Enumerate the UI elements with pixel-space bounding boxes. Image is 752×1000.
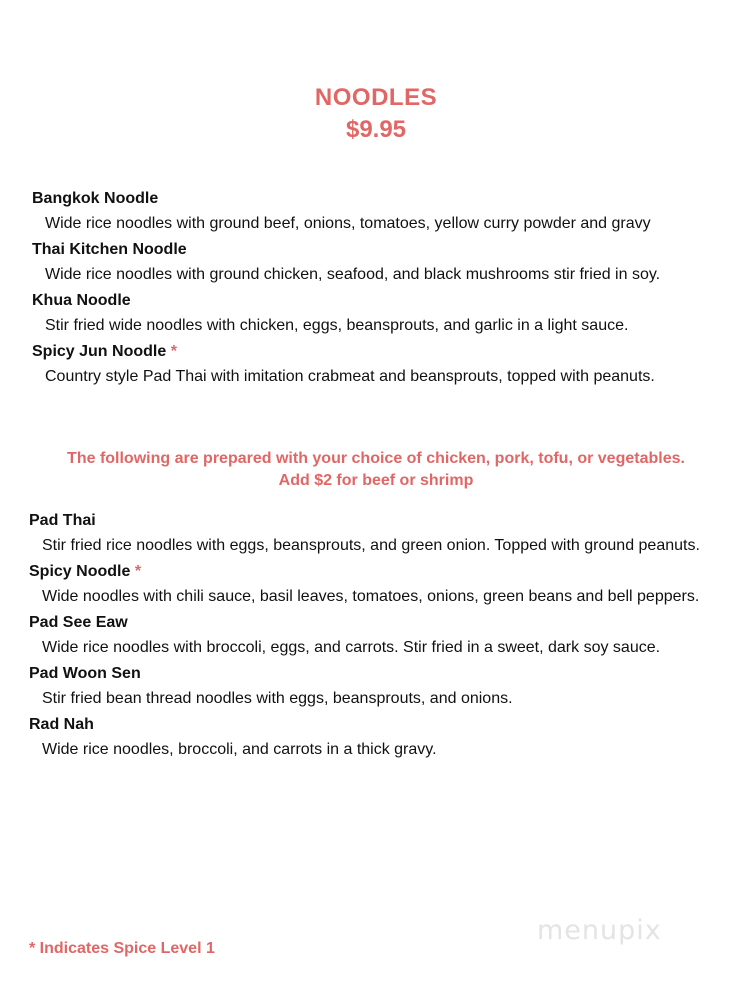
menu-item-name: Pad Thai — [29, 512, 96, 529]
spice-legend: * Indicates Spice Level 1 — [29, 940, 215, 957]
menu-item-description: Stir fried wide noodles with chicken, eggs, beansprouts, and garlic in a light sauce. — [45, 317, 629, 334]
menu-item-description: Wide noodles with chili sauce, basil leaves, tomatoes, onions, green beans and bell peppers. — [42, 588, 700, 605]
menu-item-name: Thai Kitchen Noodle — [32, 241, 187, 258]
menu-item-description: Stir fried bean thread noodles with eggs, beansprouts, and onions. — [42, 690, 513, 707]
menu-item-name: Pad Woon Sen — [29, 665, 141, 682]
menu-item-name: Spicy Noodle * — [29, 563, 142, 580]
noodle-section-2 — [29, 510, 749, 765]
noodle-section-1 — [32, 188, 752, 392]
menu-item-name: Spicy Jun Noodle * — [32, 343, 177, 360]
menu-item-name: Pad See Eaw — [29, 614, 128, 631]
menu-item-description: Country style Pad Thai with imitation crabmeat and beansprouts, topped with peanuts. — [45, 368, 655, 385]
menu-item-description: Wide rice noodles with ground chicken, seafood, and black mushrooms stir fried in soy. — [45, 266, 661, 283]
upcharge-note: Add $2 for beef or shrimp — [278, 472, 474, 489]
protein-choice-note: The following are prepared with your choice of chicken, pork, tofu, or vegetables. — [67, 450, 685, 467]
menu-item-description: Stir fried rice noodles with eggs, beansprouts, and green onion. Topped with ground peanuts. — [42, 537, 700, 554]
menu-item-name: Bangkok Noodle — [32, 190, 159, 207]
spice-marker: * — [170, 343, 177, 360]
menu-item-description: Wide rice noodles with ground beef, onions, tomatoes, yellow curry powder and gravy — [45, 215, 651, 232]
menu-item-name: Khua Noodle — [32, 292, 131, 309]
menu-item-description: Wide rice noodles, broccoli, and carrots in a thick gravy. — [42, 741, 437, 758]
watermark-logo: menupix — [537, 915, 662, 946]
menu-title: NOODLES — [314, 84, 438, 111]
menu-price: $9.95 — [345, 116, 407, 143]
menu-item-name: Rad Nah — [29, 716, 94, 733]
spice-marker: * — [134, 563, 142, 580]
menu-item-description: Wide rice noodles with broccoli, eggs, and carrots. Stir fried in a sweet, dark soy sauce. — [42, 639, 661, 656]
